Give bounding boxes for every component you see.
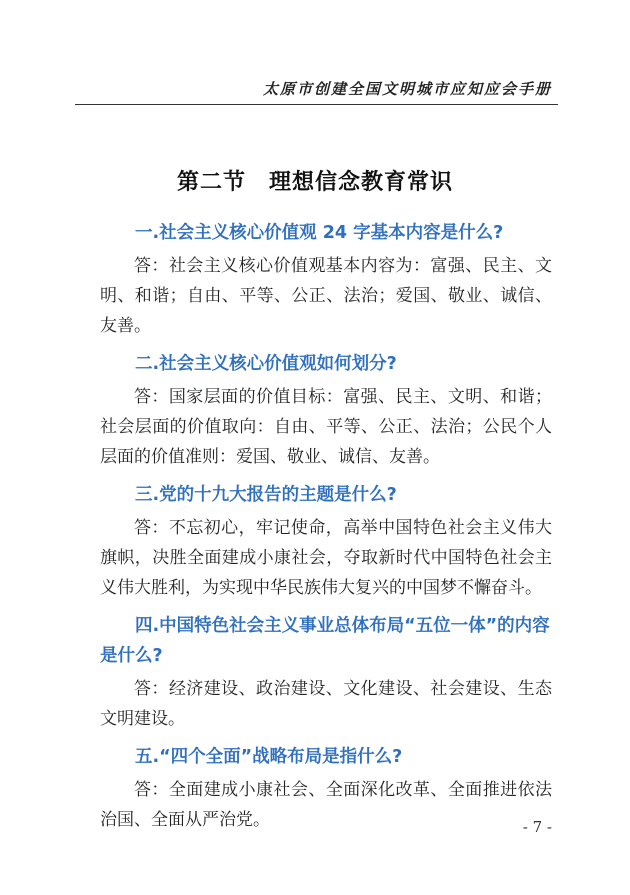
answer-2: 答：国家层面的价值目标：富强、民主、文明、和谐；社会层面的价值取向：自由、平等、公正、法治；公民个人层面的价值准则：爱国、敬业、诚信、友善。 xyxy=(100,387,552,467)
answer-3: 答：不忘初心，牢记使命，高举中国特色社会主义伟大旗帜，决胜全面建成小康社会，夺取新时代中国特色社会主义伟大胜利，为实现中华民族伟大复兴的中国梦不懈奋斗。 xyxy=(100,518,552,598)
section-title: 第二节 理想信念教育常识 xyxy=(176,169,453,195)
question-5: 五.“四个全面”战略布局是指什么? xyxy=(135,747,403,767)
running-header: 太原市创建全国文明城市应知应会手册 xyxy=(262,80,552,98)
question-3: 三.党的十九大报告的主题是什么? xyxy=(135,485,397,505)
page-number: - 7 - xyxy=(522,818,552,836)
qa-list xyxy=(100,218,552,843)
question-1: 一.社会主义核心价值观 24 字基本内容是什么? xyxy=(135,223,504,243)
header-rule xyxy=(75,104,558,105)
question-4: 四.中国特色社会主义事业总体布局“五位一体”的内容是什么? xyxy=(100,616,550,666)
question-2: 二.社会主义核心价值观如何划分? xyxy=(135,354,397,374)
answer-5: 答：全面建成小康社会、全面深化改革、全面推进依法治国、全面从严治党。 xyxy=(100,780,552,830)
answer-1: 答：社会主义核心价值观基本内容为：富强、民主、文明、和谐；自由、平等、公正、法治；爱国、敬业、诚信、友善。 xyxy=(100,256,552,336)
answer-4: 答：经济建设、政治建设、文化建设、社会建设、生态文明建设。 xyxy=(100,679,552,729)
